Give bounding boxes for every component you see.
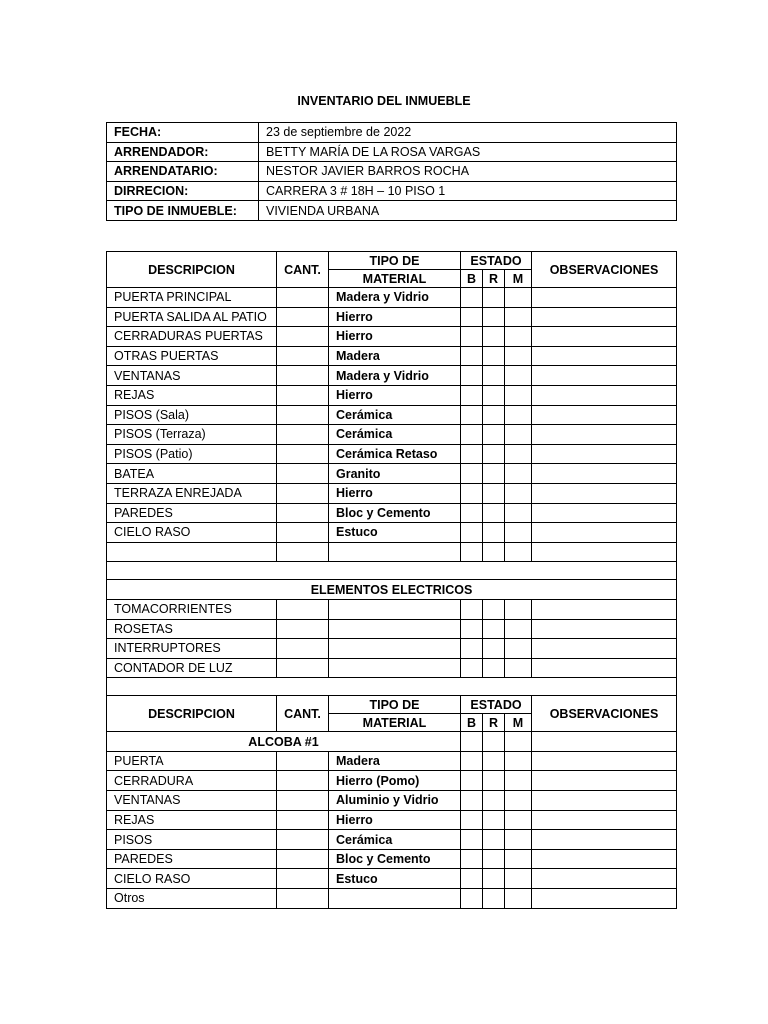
estado-r-cell	[483, 791, 505, 811]
observaciones-cell	[532, 425, 677, 445]
table-row	[107, 751, 677, 771]
item-description: PISOS (Terraza)	[107, 425, 277, 445]
item-material: Hierro	[329, 385, 461, 405]
observaciones-cell	[532, 444, 677, 464]
item-quantity	[277, 542, 329, 562]
observaciones-cell	[532, 599, 677, 619]
estado-b-cell	[461, 307, 483, 327]
estado-r-cell	[483, 425, 505, 445]
estado-r-cell	[483, 307, 505, 327]
estado-m-cell	[505, 599, 532, 619]
estado-r-cell	[483, 619, 505, 639]
col-header-material: MATERIAL	[329, 270, 461, 288]
item-quantity	[277, 849, 329, 869]
item-description: PUERTA	[107, 751, 277, 771]
estado-m-cell	[505, 385, 532, 405]
property-info-table	[106, 122, 677, 221]
spacer-row	[107, 562, 677, 580]
item-material: Madera	[329, 346, 461, 366]
table-row	[107, 405, 677, 425]
table-row	[107, 346, 677, 366]
col-header-b: B	[461, 714, 483, 732]
item-quantity	[277, 483, 329, 503]
item-quantity	[277, 599, 329, 619]
item-description: CERRADURAS PUERTAS	[107, 327, 277, 347]
col-header-descripcion: DESCRIPCION	[107, 252, 277, 288]
item-material: Hierro	[329, 327, 461, 347]
estado-r-cell	[483, 889, 505, 909]
item-material	[329, 639, 461, 659]
estado-m-cell	[505, 444, 532, 464]
table-row	[107, 307, 677, 327]
col-header-observaciones: OBSERVACIONES	[532, 252, 677, 288]
table-row	[107, 889, 677, 909]
estado-m-cell	[505, 464, 532, 484]
observaciones-cell	[532, 327, 677, 347]
item-description: BATEA	[107, 464, 277, 484]
item-material: Aluminio y Vidrio	[329, 791, 461, 811]
table-row	[107, 483, 677, 503]
estado-b-cell	[461, 849, 483, 869]
item-material: Hierro	[329, 810, 461, 830]
item-quantity	[277, 830, 329, 850]
table-row	[107, 639, 677, 659]
observaciones-cell	[532, 830, 677, 850]
item-material: Madera y Vidrio	[329, 288, 461, 308]
item-material	[329, 658, 461, 678]
estado-r-cell	[483, 830, 505, 850]
item-quantity	[277, 639, 329, 659]
estado-r-cell	[483, 483, 505, 503]
table-row	[107, 288, 677, 308]
item-quantity	[277, 889, 329, 909]
estado-b-cell	[461, 889, 483, 909]
estado-m-cell	[505, 523, 532, 543]
observaciones-cell	[532, 523, 677, 543]
estado-m-cell	[505, 849, 532, 869]
estado-b-cell	[461, 751, 483, 771]
estado-r-cell	[483, 599, 505, 619]
item-quantity	[277, 288, 329, 308]
item-description: PAREDES	[107, 849, 277, 869]
estado-b-cell	[461, 288, 483, 308]
estado-b-cell	[461, 444, 483, 464]
item-material: Hierro	[329, 483, 461, 503]
observaciones-cell	[532, 771, 677, 791]
table-row	[107, 366, 677, 386]
item-description: CONTADOR DE LUZ	[107, 658, 277, 678]
table-row	[107, 869, 677, 889]
item-material	[329, 542, 461, 562]
estado-m-cell	[505, 732, 532, 752]
estado-b-cell	[461, 483, 483, 503]
col-header-estado: ESTADO	[461, 252, 532, 270]
item-quantity	[277, 523, 329, 543]
item-material: Estuco	[329, 523, 461, 543]
observaciones-cell	[532, 464, 677, 484]
info-value: CARRERA 3 # 18H – 10 PISO 1	[259, 181, 677, 201]
info-value: BETTY MARÍA DE LA ROSA VARGAS	[259, 142, 677, 162]
col-header-tipo: TIPO DE	[329, 696, 461, 714]
observaciones-cell	[532, 385, 677, 405]
item-material: Estuco	[329, 869, 461, 889]
section-row	[107, 580, 677, 600]
estado-r-cell	[483, 639, 505, 659]
table-row	[107, 830, 677, 850]
estado-b-cell	[461, 619, 483, 639]
estado-r-cell	[483, 849, 505, 869]
estado-r-cell	[483, 771, 505, 791]
table-row	[107, 444, 677, 464]
item-description: VENTANAS	[107, 791, 277, 811]
spacer-row	[107, 678, 677, 696]
estado-m-cell	[505, 889, 532, 909]
table-row	[107, 619, 677, 639]
table-row	[107, 523, 677, 543]
item-material: Cerámica	[329, 425, 461, 445]
item-description: CIELO RASO	[107, 523, 277, 543]
item-description: PUERTA SALIDA AL PATIO	[107, 307, 277, 327]
alcoba-title: ALCOBA #1	[107, 732, 461, 752]
estado-m-cell	[505, 542, 532, 562]
observaciones-cell	[532, 542, 677, 562]
info-row	[107, 123, 677, 143]
item-description: TERRAZA ENREJADA	[107, 483, 277, 503]
item-material	[329, 619, 461, 639]
spacer-cell	[107, 562, 677, 580]
table-row	[107, 425, 677, 445]
item-material: Granito	[329, 464, 461, 484]
col-header-m: M	[505, 270, 532, 288]
info-row	[107, 162, 677, 182]
item-quantity	[277, 791, 329, 811]
col-header-descripcion: DESCRIPCION	[107, 696, 277, 732]
item-material: Madera	[329, 751, 461, 771]
item-material: Bloc y Cemento	[329, 849, 461, 869]
item-quantity	[277, 503, 329, 523]
estado-r-cell	[483, 385, 505, 405]
item-material	[329, 889, 461, 909]
observaciones-cell	[532, 889, 677, 909]
item-quantity	[277, 366, 329, 386]
item-description: OTRAS PUERTAS	[107, 346, 277, 366]
table-row	[107, 791, 677, 811]
col-header-m: M	[505, 714, 532, 732]
estado-b-cell	[461, 425, 483, 445]
estado-r-cell	[483, 658, 505, 678]
estado-b-cell	[461, 405, 483, 425]
estado-r-cell	[483, 503, 505, 523]
info-value: VIVIENDA URBANA	[259, 201, 677, 221]
observaciones-cell	[532, 307, 677, 327]
item-quantity	[277, 751, 329, 771]
item-quantity	[277, 346, 329, 366]
item-quantity	[277, 658, 329, 678]
estado-m-cell	[505, 405, 532, 425]
estado-r-cell	[483, 346, 505, 366]
info-label: DIRRECION:	[107, 181, 259, 201]
estado-b-cell	[461, 732, 483, 752]
estado-r-cell	[483, 464, 505, 484]
estado-b-cell	[461, 869, 483, 889]
item-description: TOMACORRIENTES	[107, 599, 277, 619]
item-material: Bloc y Cemento	[329, 503, 461, 523]
estado-m-cell	[505, 771, 532, 791]
item-material	[329, 599, 461, 619]
item-material: Cerámica	[329, 405, 461, 425]
estado-r-cell	[483, 405, 505, 425]
estado-m-cell	[505, 503, 532, 523]
estado-b-cell	[461, 639, 483, 659]
observaciones-cell	[532, 658, 677, 678]
estado-r-cell	[483, 444, 505, 464]
item-quantity	[277, 619, 329, 639]
observaciones-cell	[532, 503, 677, 523]
estado-m-cell	[505, 810, 532, 830]
estado-r-cell	[483, 732, 505, 752]
table-row	[107, 849, 677, 869]
item-quantity	[277, 869, 329, 889]
item-quantity	[277, 444, 329, 464]
estado-r-cell	[483, 869, 505, 889]
observaciones-cell	[532, 639, 677, 659]
item-description: PUERTA PRINCIPAL	[107, 288, 277, 308]
estado-m-cell	[505, 619, 532, 639]
item-description: VENTANAS	[107, 366, 277, 386]
estado-m-cell	[505, 483, 532, 503]
observaciones-cell	[532, 732, 677, 752]
estado-b-cell	[461, 503, 483, 523]
estado-b-cell	[461, 771, 483, 791]
estado-m-cell	[505, 830, 532, 850]
info-row	[107, 142, 677, 162]
item-description: REJAS	[107, 810, 277, 830]
estado-b-cell	[461, 599, 483, 619]
item-material: Hierro (Pomo)	[329, 771, 461, 791]
estado-m-cell	[505, 327, 532, 347]
estado-m-cell	[505, 288, 532, 308]
item-quantity	[277, 327, 329, 347]
estado-r-cell	[483, 542, 505, 562]
observaciones-cell	[532, 791, 677, 811]
table-row	[107, 810, 677, 830]
estado-b-cell	[461, 542, 483, 562]
col-header-cant: CANT.	[277, 252, 329, 288]
item-quantity	[277, 425, 329, 445]
info-value: NESTOR JAVIER BARROS ROCHA	[259, 162, 677, 182]
item-description: Otros	[107, 889, 277, 909]
estado-m-cell	[505, 751, 532, 771]
observaciones-cell	[532, 810, 677, 830]
observaciones-cell	[532, 346, 677, 366]
estado-r-cell	[483, 327, 505, 347]
observaciones-cell	[532, 751, 677, 771]
estado-m-cell	[505, 425, 532, 445]
table-row	[107, 658, 677, 678]
item-description: CERRADURA	[107, 771, 277, 791]
item-description: PAREDES	[107, 503, 277, 523]
header-row	[107, 252, 677, 270]
item-quantity	[277, 405, 329, 425]
item-description: ROSETAS	[107, 619, 277, 639]
item-description: PISOS (Patio)	[107, 444, 277, 464]
item-material: Hierro	[329, 307, 461, 327]
observaciones-cell	[532, 288, 677, 308]
estado-m-cell	[505, 307, 532, 327]
item-description: CIELO RASO	[107, 869, 277, 889]
col-header-r: R	[483, 270, 505, 288]
col-header-observaciones: OBSERVACIONES	[532, 696, 677, 732]
estado-b-cell	[461, 385, 483, 405]
observaciones-cell	[532, 619, 677, 639]
section-row	[107, 732, 677, 752]
info-row	[107, 201, 677, 221]
table-row	[107, 385, 677, 405]
info-label: FECHA:	[107, 123, 259, 143]
item-description: PISOS	[107, 830, 277, 850]
col-header-b: B	[461, 270, 483, 288]
item-description: REJAS	[107, 385, 277, 405]
estado-b-cell	[461, 366, 483, 386]
item-quantity	[277, 810, 329, 830]
estado-b-cell	[461, 791, 483, 811]
estado-m-cell	[505, 791, 532, 811]
item-description	[107, 542, 277, 562]
estado-b-cell	[461, 346, 483, 366]
estado-r-cell	[483, 751, 505, 771]
item-material: Madera y Vidrio	[329, 366, 461, 386]
observaciones-cell	[532, 366, 677, 386]
estado-b-cell	[461, 830, 483, 850]
estado-m-cell	[505, 658, 532, 678]
estado-m-cell	[505, 366, 532, 386]
estado-b-cell	[461, 464, 483, 484]
info-label: ARRENDADOR:	[107, 142, 259, 162]
col-header-cant: CANT.	[277, 696, 329, 732]
estado-b-cell	[461, 810, 483, 830]
estado-b-cell	[461, 658, 483, 678]
observaciones-cell	[532, 405, 677, 425]
estado-r-cell	[483, 810, 505, 830]
estado-b-cell	[461, 327, 483, 347]
document-title: INVENTARIO DEL INMUEBLE	[297, 94, 471, 108]
info-label: ARRENDATARIO:	[107, 162, 259, 182]
item-description: PISOS (Sala)	[107, 405, 277, 425]
table-row	[107, 599, 677, 619]
info-value: 23 de septiembre de 2022	[259, 123, 677, 143]
table-row	[107, 503, 677, 523]
spacer-cell	[107, 678, 677, 696]
observaciones-cell	[532, 849, 677, 869]
empty-row	[107, 542, 677, 562]
info-label: TIPO DE INMUEBLE:	[107, 201, 259, 221]
estado-m-cell	[505, 346, 532, 366]
item-quantity	[277, 464, 329, 484]
estado-m-cell	[505, 639, 532, 659]
estado-r-cell	[483, 523, 505, 543]
observaciones-cell	[532, 483, 677, 503]
estado-r-cell	[483, 288, 505, 308]
col-header-estado: ESTADO	[461, 696, 532, 714]
table-row	[107, 771, 677, 791]
observaciones-cell	[532, 869, 677, 889]
item-quantity	[277, 385, 329, 405]
info-row	[107, 181, 677, 201]
table-row	[107, 464, 677, 484]
item-quantity	[277, 307, 329, 327]
col-header-r: R	[483, 714, 505, 732]
electricos-title: ELEMENTOS ELECTRICOS	[107, 580, 677, 600]
inventory-table	[106, 251, 677, 909]
estado-r-cell	[483, 366, 505, 386]
item-description: INTERRUPTORES	[107, 639, 277, 659]
col-header-material: MATERIAL	[329, 714, 461, 732]
estado-b-cell	[461, 523, 483, 543]
item-quantity	[277, 771, 329, 791]
col-header-tipo: TIPO DE	[329, 252, 461, 270]
item-material: Cerámica Retaso	[329, 444, 461, 464]
item-material: Cerámica	[329, 830, 461, 850]
header-row	[107, 696, 677, 714]
estado-m-cell	[505, 869, 532, 889]
table-row	[107, 327, 677, 347]
